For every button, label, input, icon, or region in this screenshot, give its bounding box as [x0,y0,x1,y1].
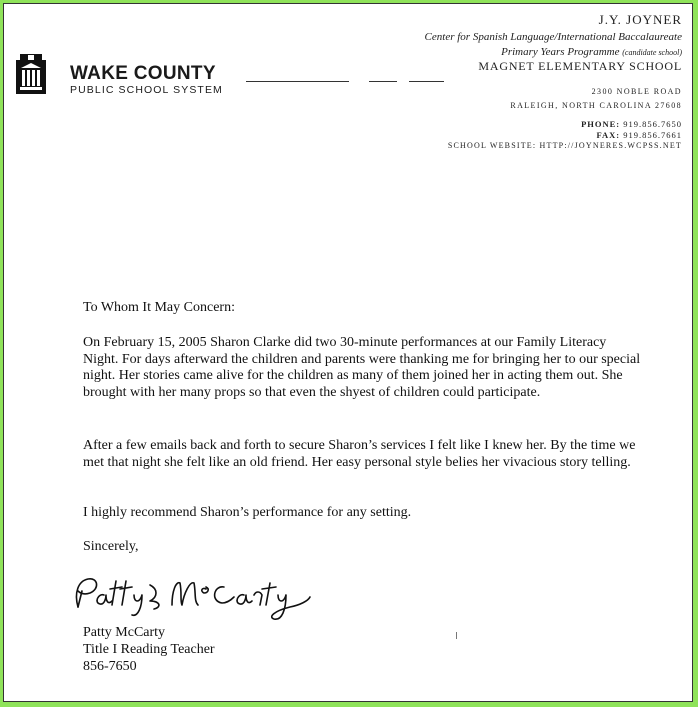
header-rule [369,81,397,82]
school-building-icon [16,54,46,94]
pyp-note: (candidate school) [622,48,682,57]
website-label: SCHOOL WEBSITE: [447,141,537,150]
address-line-2: RALEIGH, NORTH CAROLINA 27608 [510,101,682,110]
pyp-text: Primary Years Programme [501,46,620,58]
magnet-line: MAGNET ELEMENTARY SCHOOL [478,59,682,73]
org-subtitle: PUBLIC SCHOOL SYSTEM [70,84,223,96]
phone-line [581,119,682,129]
paragraph-3: I highly recommend Sharon’s performance for any setting. [83,505,412,520]
center-line: Center for Spanish Language/International Baccalaureate [424,31,682,43]
org-name: WAKE COUNTY [70,63,216,84]
website-line [448,141,682,150]
fax-label: FAX: [596,130,621,140]
page-mark [456,632,457,639]
pyp-line [501,46,682,58]
website-url: HTTP://JOYNERES.WCPSS.NET [539,141,682,150]
school-name: J.Y. JOYNER [598,12,682,27]
fax-line [596,130,682,140]
closing: Sincerely, [83,539,139,554]
salutation: To Whom It May Concern: [83,300,235,315]
fax-number: 919.856.7661 [623,130,682,140]
handwritten-signature [64,571,314,626]
signer-title: Title I Reading Teacher [83,642,215,657]
address-line-1: 2300 NOBLE ROAD [591,87,682,96]
phone-number: 919.856.7650 [623,119,682,129]
phone-label: PHONE: [581,119,621,129]
header-rule [246,81,349,82]
header-rule [409,81,444,82]
paragraph-2: After a few emails back and forth to secure Sharon’s services I felt like I knew her. By the time we met that night she felt like an old friend. Her easy personal style belies her vivacious story telling. [83,438,636,470]
letter-page [3,3,693,702]
paragraph-1: On February 15, 2005 Sharon Clarke did two 30-minute performances at our Family Literacy Night. For days afterward the children and parents were thanking me for bringing her to our special night. Her stories came alive for the children as many of them joined her in acting them out. She brought with her many props so that even the shyest of children could participate. [83,335,641,400]
signer-name: Patty McCarty [83,625,166,640]
signer-phone: 856-7650 [83,659,137,674]
